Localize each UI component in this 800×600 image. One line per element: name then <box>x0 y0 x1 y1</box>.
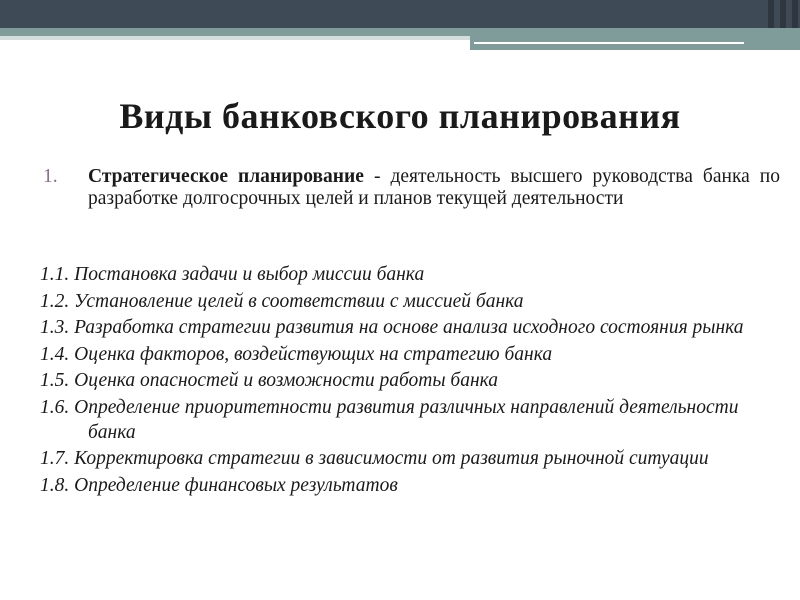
list-item-number: 1.8. <box>40 474 70 496</box>
header-corner-stripe <box>768 0 774 28</box>
header-band-step-line <box>474 42 744 44</box>
list-item-number: 1.1. <box>40 264 70 285</box>
list-item <box>40 342 780 367</box>
list-item <box>40 289 780 314</box>
main-point-term: Стратегическое планирование <box>88 166 364 187</box>
list-item-text: Оценка факторов, воздействующих на стратегию банка <box>74 343 553 365</box>
main-point-separator: - <box>363 166 391 187</box>
header-band-light <box>0 36 470 40</box>
list-item-text: Определение приоритетности развития различных направлений деятельности банка <box>74 396 739 443</box>
list-item <box>40 315 780 340</box>
main-point-definition: деятельность высшего руководства банка по разработке долгосрочных целей и планов текущей деятельности <box>88 166 780 209</box>
list-item <box>40 395 780 445</box>
header-corner-stripe <box>780 0 786 28</box>
main-point <box>40 166 780 210</box>
list-item-number: 1.4. <box>40 343 70 365</box>
list-item-text: Установление целей в соответствии с миссией банка <box>74 290 524 312</box>
list-item-text: Определение финансовых результатов <box>74 474 398 496</box>
list-item-number: 1.2. <box>40 290 70 312</box>
list-item <box>40 262 780 287</box>
list-item-text: Постановка задачи и выбор миссии банка <box>74 264 425 285</box>
list-item-number: 1.7. <box>40 448 70 469</box>
list-item <box>40 368 780 393</box>
list-item-number: 1.5. <box>40 370 70 391</box>
list-item <box>40 473 780 498</box>
list-item-number: 1.6. <box>40 396 70 418</box>
list-item-number: 1.3. <box>40 317 70 338</box>
main-point-number: 1. <box>43 166 58 187</box>
header-band-teal <box>0 28 800 36</box>
header-band-dark <box>0 0 800 28</box>
main-point-text <box>88 166 780 210</box>
header-corner-stripe <box>792 0 798 28</box>
list-item-text: Разработка стратегии развития на основе анализа исходного состояния рынка <box>74 317 744 338</box>
list-item-text: Корректировка стратегии в зависимости от развития рыночной ситуации <box>74 448 709 469</box>
sub-items-list <box>40 262 780 499</box>
slide-title: Виды банковского планирования <box>119 96 681 136</box>
list-item <box>40 446 780 471</box>
list-item-text: Оценка опасностей и возможности работы банка <box>74 370 499 391</box>
